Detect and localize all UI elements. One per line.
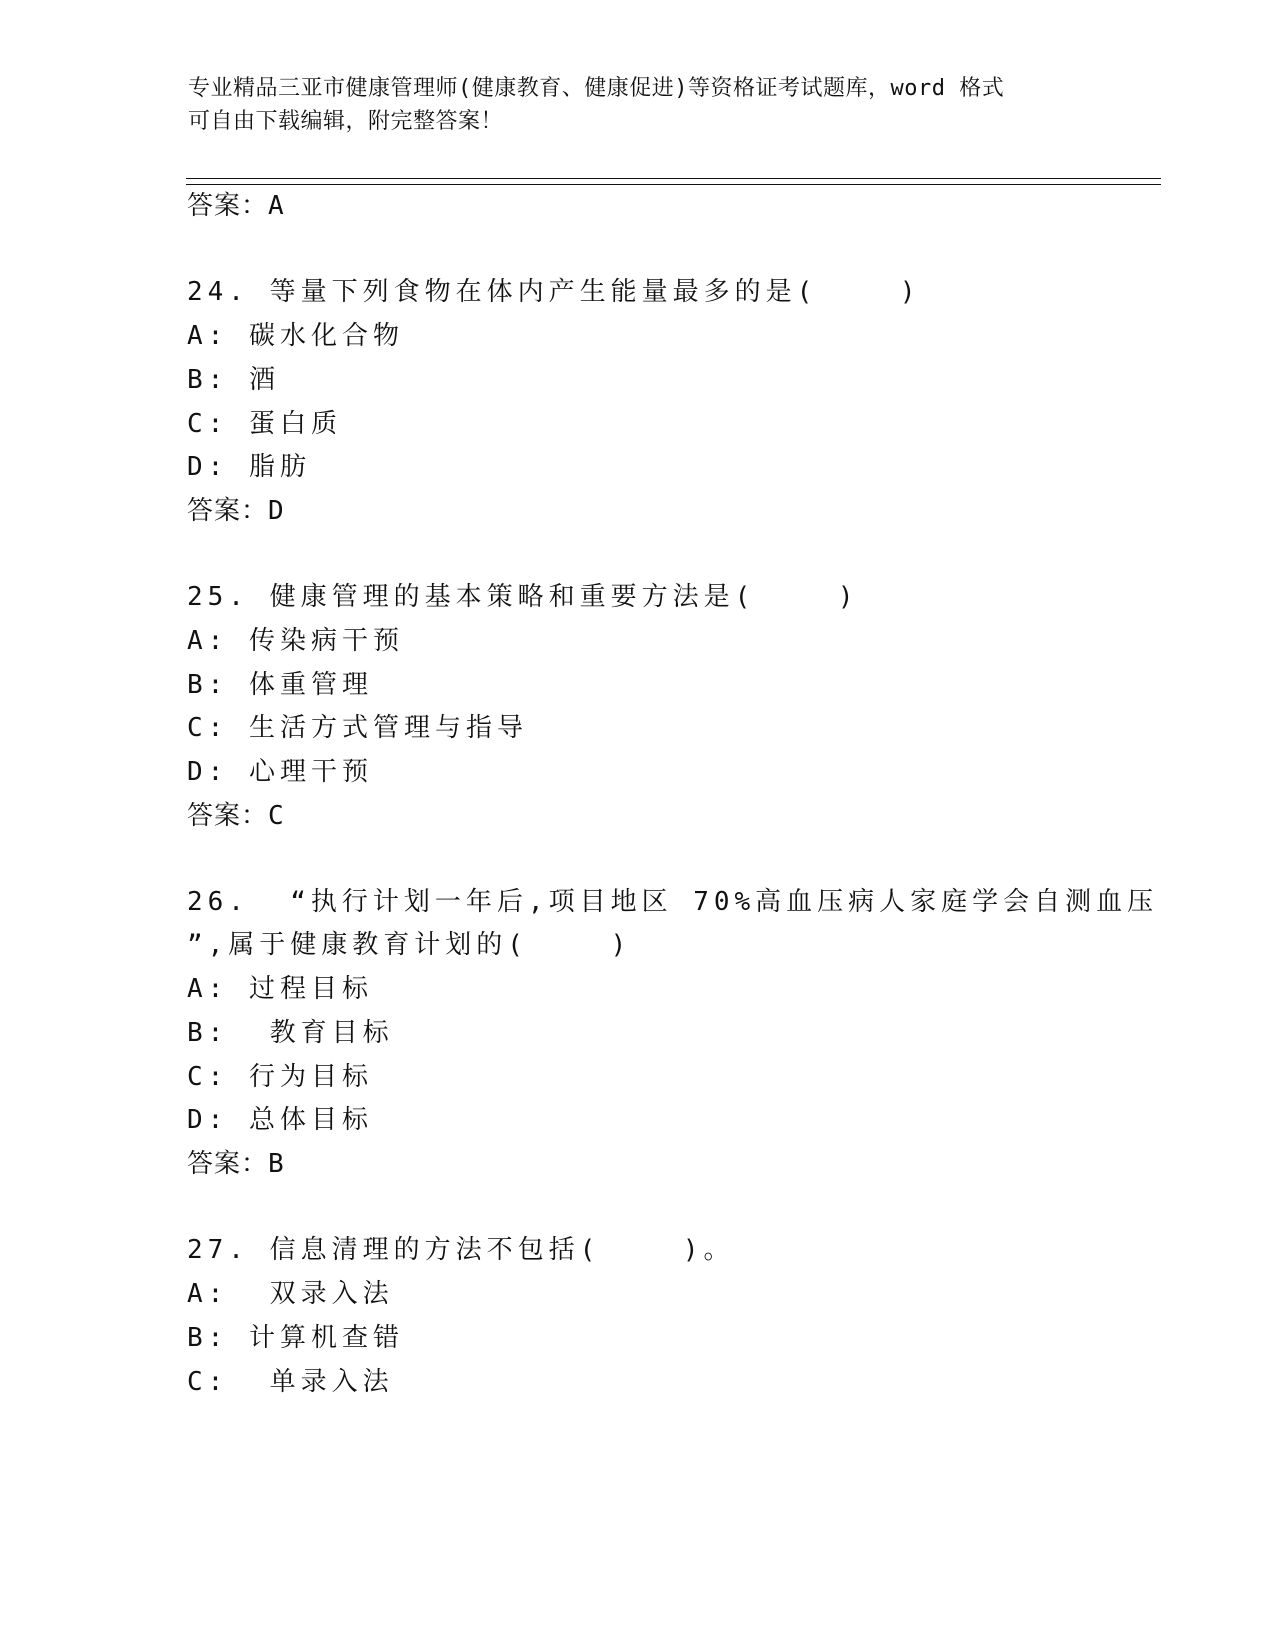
answer-label: 答案：: [187, 801, 269, 831]
question-26-option-b: B: 教育目标: [187, 1018, 394, 1048]
question-27-option-c: C: 单录入法: [187, 1367, 394, 1397]
question-26-option-a: A: 过程目标: [187, 974, 373, 1004]
question-24-option-c: C: 蛋白质: [187, 409, 342, 439]
answer-value: C: [268, 801, 285, 831]
question-26-option-d: D: 总体目标: [187, 1105, 373, 1135]
question-26-answer: [187, 1148, 285, 1180]
page-header: [188, 72, 1088, 138]
question-26-stem-line-2: ”,属于健康教育计划的( ): [187, 930, 632, 960]
question-25-option-a: A: 传染病干预: [187, 626, 404, 656]
question-24-stem: 24. 等量下列食物在体内产生能量最多的是( ): [187, 277, 921, 307]
question-25-answer: [187, 800, 285, 832]
answer-label: 答案：: [187, 496, 269, 526]
question-24-option-b: B: 酒: [187, 365, 280, 395]
question-26-stem-line-1: 26. “执行计划一年后,项目地区 70%高血压病人家庭学会自测血压: [187, 887, 1159, 917]
answer-label: 答案：: [187, 1149, 269, 1179]
question-25-stem: 25. 健康管理的基本策略和重要方法是( ): [187, 582, 859, 612]
question-26-option-c: C: 行为目标: [187, 1062, 373, 1092]
header-line-2: 可自由下载编辑，附完整答案！: [188, 109, 504, 134]
question-27-stem: 27. 信息清理的方法不包括( )。: [187, 1235, 735, 1265]
question-24-option-d: D: 脂肪: [187, 452, 311, 482]
question-24-answer: [187, 495, 285, 527]
question-25-option-d: D: 心理干预: [187, 757, 373, 787]
header-line-1: 专业精品三亚市健康管理师(健康教育、健康促进)等资格证考试题库，word 格式: [188, 76, 1005, 101]
question-24-option-a: A: 碳水化合物: [187, 321, 404, 351]
answer-value: B: [268, 1149, 285, 1179]
question-25-option-b: B: 体重管理: [187, 670, 373, 700]
header-divider: [186, 178, 1161, 185]
answer-value: A: [268, 191, 285, 221]
answer-value: D: [268, 496, 285, 526]
question-25-option-c: C: 生活方式管理与指导: [187, 713, 528, 743]
answer-label: 答案：: [187, 191, 269, 221]
question-27-option-b: B: 计算机查错: [187, 1323, 404, 1353]
question-27-option-a: A: 双录入法: [187, 1279, 394, 1309]
answer-line: [187, 190, 285, 222]
